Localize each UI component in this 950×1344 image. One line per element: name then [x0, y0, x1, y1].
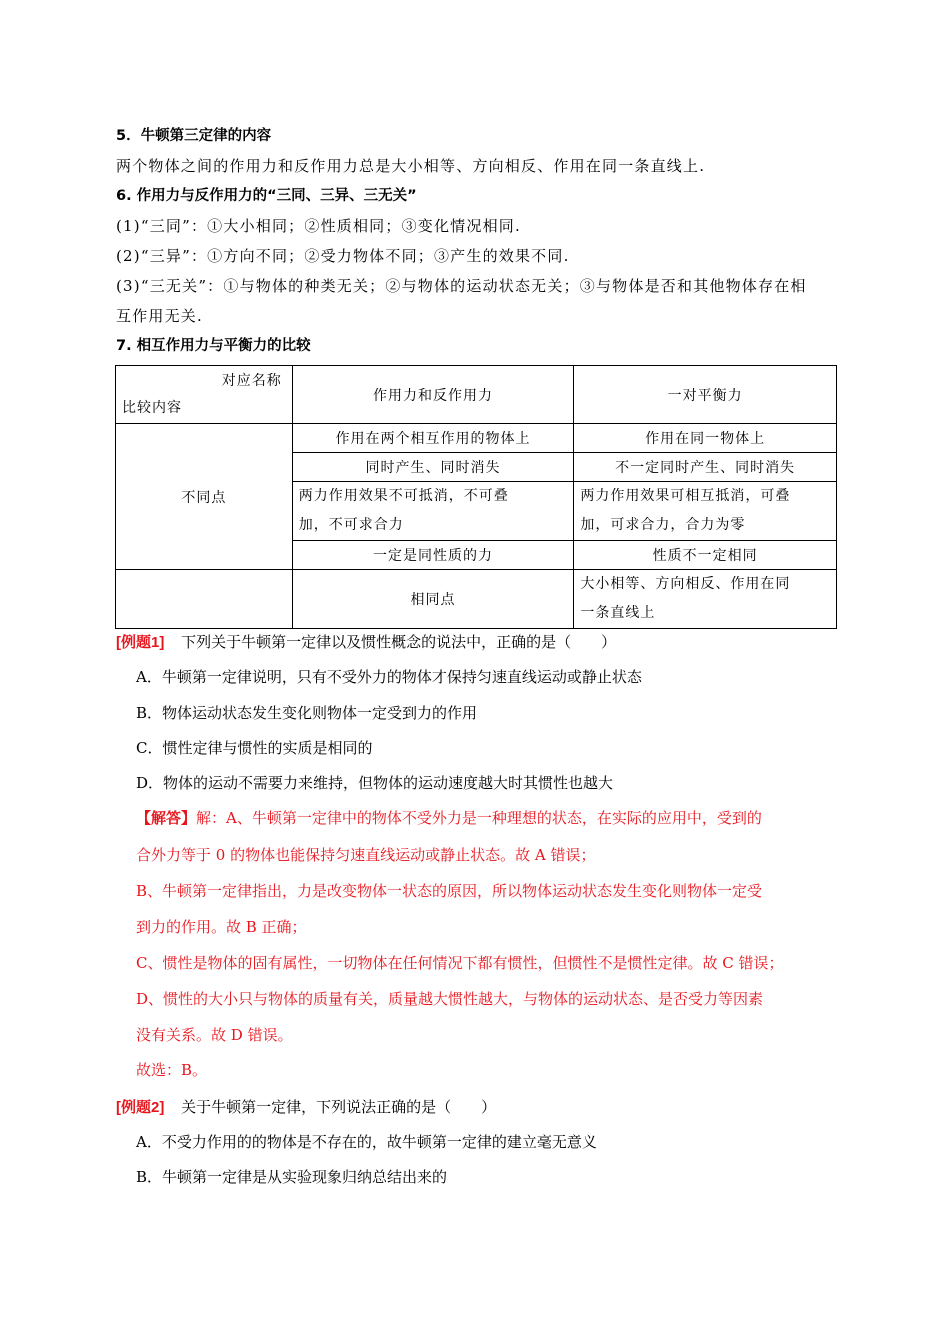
example-1-conclusion: 故选：B。: [136, 1061, 208, 1079]
table-cell-line: 一条直线上: [580, 605, 656, 621]
table-cell: 性质不一定相同: [574, 541, 837, 570]
table-same-label: 相同点: [292, 570, 574, 629]
example-2-question: 关于牛顿第一定律，下列说法正确的是（ ）: [181, 1098, 497, 1116]
table-cell: 一定是同性质的力: [292, 541, 574, 570]
section-7-heading: 7. 相互作用力与平衡力的比较: [116, 338, 311, 354]
example-1-option-a: A．牛顿第一定律说明，只有不受外力的物体才保持匀速直线运动或静止状态: [136, 668, 642, 686]
example-1-answer-line-4: 到力的作用。故 B 正确；: [136, 918, 307, 936]
table-cell-line: 两力作用效果不可抵消，不可叠: [298, 488, 509, 504]
example-1-option-b: B．物体运动状态发生变化则物体一定受到力的作用: [136, 704, 478, 722]
table-cell: 作用在同一物体上: [574, 424, 837, 453]
example-1-tag: [例题1]: [116, 634, 165, 651]
table-cell: 不一定同时产生、同时消失: [574, 453, 837, 482]
table-cell-line: 大小相等、方向相反、作用在同: [580, 576, 791, 592]
table-diff-label: 不同点: [116, 424, 293, 570]
table-header-row: [116, 366, 837, 424]
table-cell: 同时产生、同时消失: [292, 453, 574, 482]
example-1-answer-line-3: B、牛顿第一定律指出，力是改变物体一状态的原因，所以物体运动状态发生变化则物体一定受: [136, 882, 763, 900]
section-6-point-3-cont: 互作用无关.: [116, 307, 203, 325]
table-corner-top: 对应名称: [221, 373, 282, 389]
table-header-col1: 作用力和反作用力: [292, 366, 574, 424]
table-row: [116, 570, 837, 629]
comparison-table: [115, 365, 837, 629]
table-row: [116, 424, 837, 453]
example-1-answer-line-7: 没有关系。故 D 错误。: [136, 1026, 293, 1044]
example-2-option-b: B．牛顿第一定律是从实验现象归纳总结出来的: [136, 1168, 448, 1186]
section-6-heading: 6. 作用力与反作用力的“三同、三异、三无关”: [116, 188, 417, 204]
table-cell-line: 加，可求合力，合力为零: [580, 517, 746, 533]
table-cell: 作用在两个相互作用的物体上: [292, 424, 574, 453]
example-1-answer-line-2: 合外力等于 0 的物体也能保持匀速直线运动或静止状态。故 A 错误；: [136, 846, 596, 864]
example-2-tag: [例题2]: [116, 1099, 165, 1116]
example-1-question: 下列关于牛顿第一定律以及惯性概念的说法中，正确的是（ ）: [181, 633, 617, 651]
example-1-option-d: D．物体的运动不需要力来维持，但物体的运动速度越大时其惯性也越大: [136, 774, 614, 792]
table-cell: [292, 482, 574, 541]
answer-text: 解：A、牛顿第一定律中的物体不受外力是一种理想的状态，在实际的应用中，受到的: [196, 809, 762, 827]
example-1-question-line: [116, 632, 616, 653]
table-cell-line: 加，不可求合力: [298, 517, 404, 533]
example-2-option-a: A．不受力作用的的物体是不存在的，故牛顿第一定律的建立毫无意义: [136, 1133, 597, 1151]
table-cell-line: 两力作用效果可相互抵消，可叠: [580, 488, 791, 504]
section-5-body: 两个物体之间的作用力和反作用力总是大小相等、方向相反、作用在同一条直线上.: [116, 157, 706, 175]
section-6-point-2: (2)“三异”：①方向不同；②受力物体不同；③产生的效果不同.: [116, 247, 570, 265]
example-1-answer-line-1: [136, 808, 762, 829]
table-corner-cell: [116, 366, 293, 424]
table-cell: [574, 482, 837, 541]
table-header-col2: 一对平衡力: [574, 366, 837, 424]
example-2-question-line: [116, 1097, 496, 1118]
answer-tag: 【解答】: [136, 810, 197, 827]
example-1-option-c: C．惯性定律与惯性的实质是相同的: [136, 739, 373, 757]
table-corner-bottom: 比较内容: [122, 400, 182, 416]
table-cell: [574, 570, 837, 629]
example-1-answer-line-5: C、惯性是物体的固有属性，一切物体在任何情况下都有惯性，但惯性不是惯性定律。故 C 错误；: [136, 954, 784, 972]
section-6-point-3: (3)“三无关”：①与物体的种类无关；②与物体的运动状态无关；③与物体是否和其他物体存在相: [116, 277, 807, 295]
example-1-answer-line-6: D、惯性的大小只与物体的质量有关，质量越大惯性越大，与物体的运动状态、是否受力等因素: [136, 990, 764, 1008]
table-empty-cell: [116, 570, 293, 629]
section-5-heading: 5．牛顿第三定律的内容: [116, 128, 272, 144]
section-6-point-1: (1)“三同”：①大小相同；②性质相同；③变化情况相同.: [116, 217, 521, 235]
